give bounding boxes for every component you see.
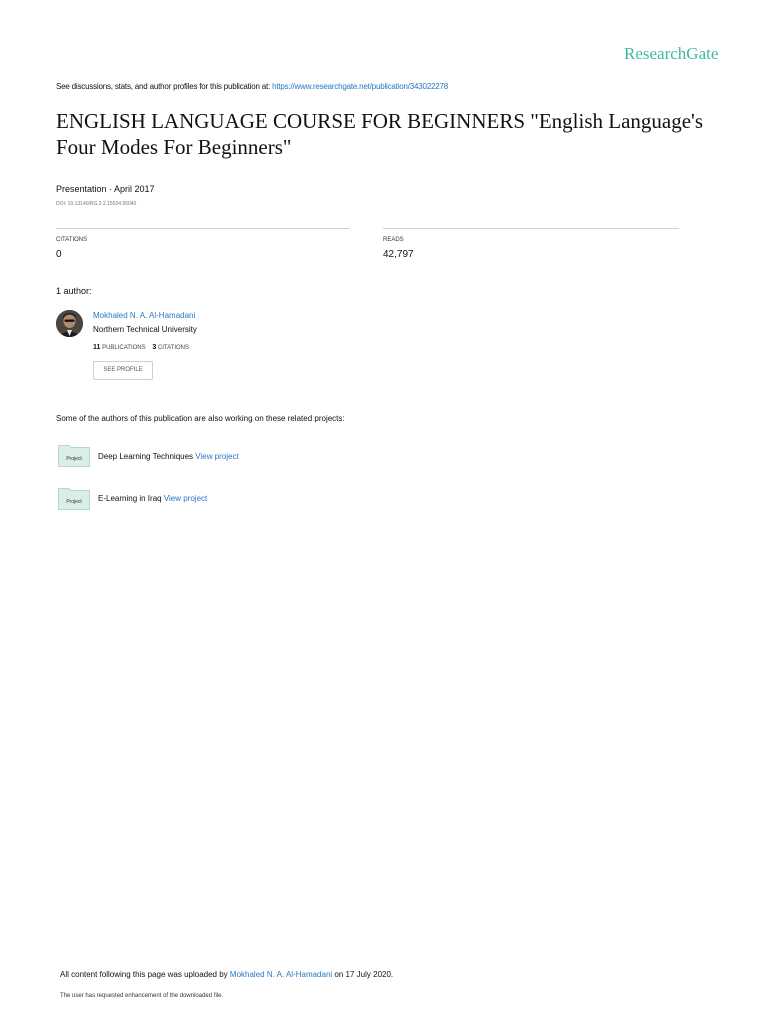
project-name: Deep Learning Techniques (98, 452, 194, 461)
author-institution: Northern Technical University (93, 325, 197, 334)
reads-label: READS (383, 237, 404, 243)
author-avatar[interactable] (56, 310, 83, 337)
publication-url-link[interactable]: https://www.researchgate.net/publication/343022278 (272, 82, 449, 91)
upload-suffix: on 17 July 2020. (334, 970, 394, 979)
discussions-line (56, 82, 448, 91)
author-name-link[interactable]: Mokhaled N. A. Al-Hamadani (93, 311, 196, 320)
project-icon-label: Project (66, 499, 82, 505)
project-item (98, 452, 239, 461)
see-profile-button[interactable]: SEE PROFILE (93, 361, 153, 380)
authors-heading: 1 author: (56, 286, 92, 296)
author-citations-count: 3 (152, 344, 157, 351)
citations-label: CITATIONS (56, 237, 88, 243)
discussions-text: See discussions, stats, and author profiles for this publication at: (56, 82, 271, 91)
project-folder-icon (58, 443, 90, 467)
related-projects-heading: Some of the authors of this publication are also working on these related projects: (56, 414, 345, 423)
view-project-link[interactable]: View project (163, 494, 208, 503)
stats-divider-left (56, 228, 350, 229)
view-project-link[interactable]: View project (195, 452, 239, 461)
publication-doi: DOI: 10.13140/RG.2.2.15534.95040 (56, 201, 137, 207)
author-publications-label: PUBLICATIONS (102, 345, 146, 351)
enhancement-note: The user has requested enhancement of the downloaded file. (60, 993, 224, 999)
upload-prefix: All content following this page was uploaded by (60, 970, 228, 979)
project-icon-label: Project (66, 456, 82, 462)
citations-value: 0 (56, 249, 62, 260)
publication-type-date: Presentation · April 2017 (56, 184, 155, 194)
author-stats (93, 344, 189, 351)
project-item (98, 494, 207, 503)
stats-divider-right (383, 228, 679, 229)
project-name: E-Learning in Iraq (98, 494, 162, 503)
upload-info (60, 970, 393, 979)
project-folder-icon (58, 486, 90, 510)
researchgate-logo[interactable]: ResearchGate (624, 44, 719, 63)
author-publications-count: 11 (93, 344, 101, 351)
author-citations-label: CITATIONS (157, 345, 190, 351)
publication-title: ENGLISH LANGUAGE COURSE FOR BEGINNERS "English Language's Four Modes For Beginners" (56, 109, 704, 159)
uploader-link[interactable]: Mokhaled N. A. Al-Hamadani (229, 970, 333, 979)
reads-value: 42,797 (383, 249, 414, 260)
